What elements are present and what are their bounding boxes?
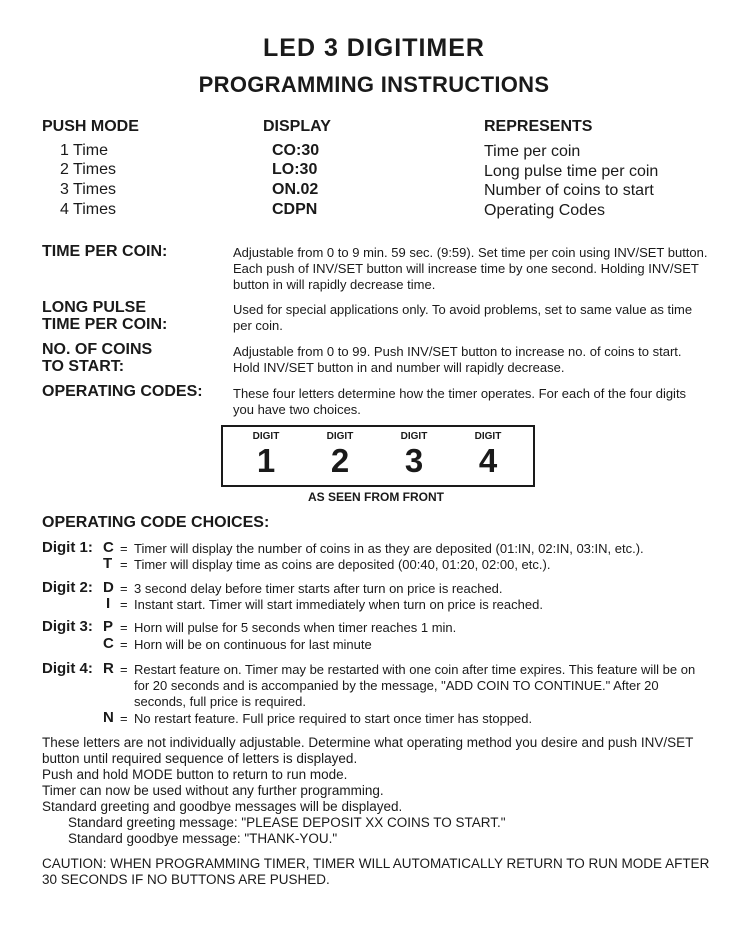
section-label-coins-to-start: NO. OF COINS: [42, 341, 153, 358]
digit2-text-a: 3 second delay before timer starts after turn on price is reached.: [134, 581, 503, 596]
digit1-code-a: C: [103, 539, 114, 556]
document-subtitle: PROGRAMMING INSTRUCTIONS: [198, 72, 550, 97]
section-text-operating-codes: These four letters determine how the timer operates. For each of the four digits you have two choices.: [233, 386, 687, 417]
digit-caption: AS SEEN FROM FRONT: [307, 490, 444, 504]
section-label-coins-to-start-2: TO START:: [42, 358, 125, 375]
digit-number: 1: [256, 442, 276, 479]
digit-label: DIGIT: [252, 431, 280, 442]
col-header-represents: REPRESENTS: [484, 118, 593, 135]
section-text-long-pulse: Used for special applications only. To avoid problems, set to same value as time per coin.: [233, 302, 693, 333]
table-cell-display: CDPN: [272, 201, 318, 218]
digit-cell: [384, 431, 444, 480]
digit-cell: [458, 431, 518, 480]
equals-sign: =: [120, 637, 128, 652]
digit4-text-b: No restart feature. Full price required to start once timer has stopped.: [134, 711, 533, 726]
footer-paragraph: These letters are not individually adjustable. Determine what operating method you desire and push INV/SET button until required sequence of letters is displayed.: [42, 735, 694, 766]
digit-number: 2: [330, 442, 350, 479]
digit-number: 4: [478, 442, 498, 479]
footer-line: Standard greeting and goodbye messages will be displayed.: [42, 799, 403, 814]
equals-sign: =: [120, 557, 128, 572]
table-cell-display: ON.02: [272, 181, 319, 198]
equals-sign: =: [120, 581, 128, 596]
footer-line: Timer can now be used without any further programming.: [42, 783, 384, 798]
section-text-time-per-coin: Adjustable from 0 to 9 min. 59 sec. (9:59). Set time per coin using INV/SET button. Each push of INV/SET button will increase time by one second. Holding INV/SET button in will rapidly decrease time.: [233, 245, 708, 292]
section-label-long-pulse: LONG PULSE: [42, 299, 147, 316]
digit3-code-a: P: [103, 618, 114, 635]
digit4-code-b: N: [103, 709, 114, 726]
digit3-text-b: Horn will be on continuous for last minute: [134, 637, 372, 652]
section-text-coins-to-start: Adjustable from 0 to 99. Push INV/SET button to increase no. of coins to start. Hold INV/SET button in and number will rapidly decrease.: [233, 344, 682, 375]
table-cell-mode: 3 Times: [60, 181, 117, 198]
digit1-text-a: Timer will display the number of coins in as they are deposited (01:IN, 02:IN, 03:IN, etc.).: [134, 541, 644, 556]
equals-sign: =: [120, 711, 128, 726]
equals-sign: =: [120, 662, 128, 677]
digit3-code-b: C: [103, 635, 114, 652]
digit-cell: [310, 431, 370, 480]
col-header-display: DISPLAY: [263, 118, 331, 135]
footer-line: Push and hold MODE button to return to run mode.: [42, 767, 348, 782]
digit1-text-b: Timer will display time as coins are deposited (00:40, 01:20, 02:00, etc.).: [134, 557, 551, 572]
table-cell-represents: Long pulse time per coin: [484, 163, 659, 180]
table-cell-mode: 2 Times: [60, 161, 117, 178]
digit2-text-b: Instant start. Timer will start immediately when turn on price is reached.: [134, 597, 543, 612]
table-cell-represents: Time per coin: [484, 143, 581, 160]
digit-cell: [236, 431, 296, 480]
equals-sign: =: [120, 541, 128, 556]
digit2-code-b: I: [106, 595, 111, 612]
table-cell-display: LO:30: [272, 161, 318, 178]
digit1-label: Digit 1:: [42, 539, 93, 556]
digit-number: 3: [404, 442, 424, 479]
digit-label: DIGIT: [474, 431, 502, 442]
digit4-text-a: Restart feature on. Timer may be restarted with one coin after time expires. This feature will be on for 20 seconds and is accompanied by the message, "ADD COIN TO CONTINUE." After 20 seconds, full price is required.: [134, 662, 696, 709]
choices-heading: OPERATING CODE CHOICES:: [42, 514, 270, 531]
digit3-text-a: Horn will pulse for 5 seconds when timer reaches 1 min.: [134, 620, 457, 635]
digit-label: DIGIT: [400, 431, 428, 442]
col-header-push-mode: PUSH MODE: [42, 118, 139, 135]
section-label-operating-codes: OPERATING CODES:: [42, 383, 203, 400]
equals-sign: =: [120, 597, 128, 612]
digit-diagram: [221, 425, 535, 487]
equals-sign: =: [120, 620, 128, 635]
table-cell-represents: Operating Codes: [484, 202, 605, 219]
digit-label: DIGIT: [326, 431, 354, 442]
goodbye-message: Standard goodbye message: "THANK-YOU.": [68, 831, 338, 846]
section-label-time-per-coin: TIME PER COIN:: [42, 243, 168, 260]
table-cell-mode: 4 Times: [60, 201, 117, 218]
digit2-label: Digit 2:: [42, 579, 93, 596]
greeting-message: Standard greeting message: "PLEASE DEPOSIT XX COINS TO START.": [68, 815, 506, 830]
table-cell-represents: Number of coins to start: [484, 182, 654, 199]
digit3-label: Digit 3:: [42, 618, 93, 635]
table-cell-mode: 1 Time: [60, 142, 109, 159]
digit4-label: Digit 4:: [42, 660, 93, 677]
digit1-code-b: T: [103, 555, 113, 572]
digit4-code-a: R: [103, 660, 114, 677]
section-label-long-pulse-2: TIME PER COIN:: [42, 316, 168, 333]
caution-note: CAUTION: WHEN PROGRAMMING TIMER, TIMER WILL AUTOMATICALLY RETURN TO RUN MODE AFTER 30 SECONDS IF NO BUTTONS ARE PUSHED.: [42, 856, 710, 887]
table-cell-display: CO:30: [272, 142, 320, 159]
document-title: LED 3 DIGITIMER: [263, 34, 485, 62]
digit2-code-a: D: [103, 579, 114, 596]
